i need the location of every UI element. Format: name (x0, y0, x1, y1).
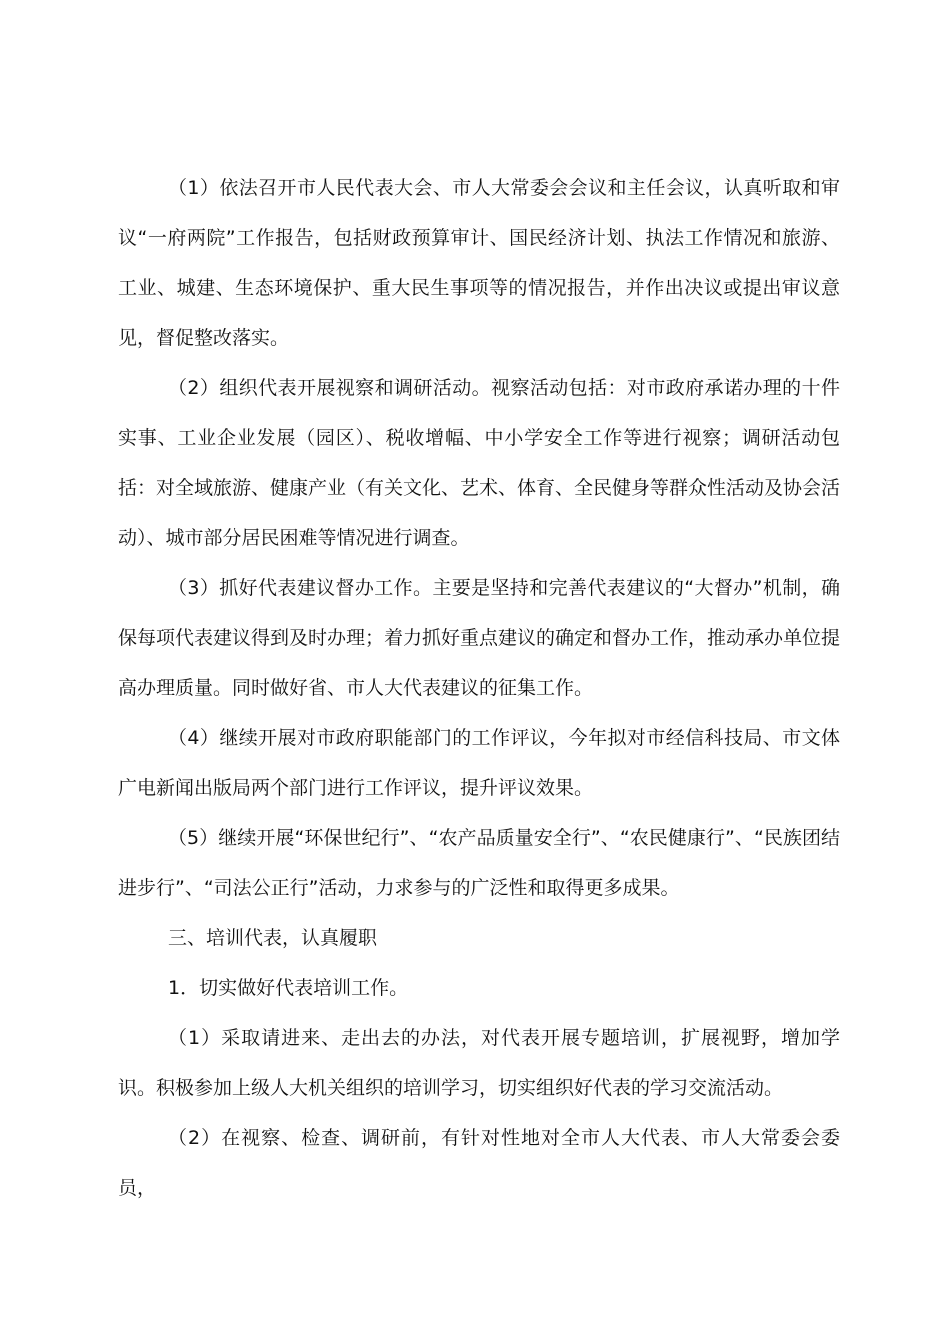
section-heading: 三、培训代表，认真履职 (168, 927, 378, 949)
paragraph-item-4: （4）继续开展对市政府职能部门的工作评议，今年拟对市经信科技局、市文体广电新闻出版局两个部门进行工作评议，提升评议效果。 (118, 727, 840, 799)
paragraph-item-7: （2）在视察、检查、调研前，有针对性地对全市人大代表、市人大常委会委员， (118, 1127, 840, 1199)
paragraph-item-3: （3）抓好代表建议督办工作。主要是坚持和完善代表建议的“大督办”机制，确保每项代表建议得到及时办理；着力抓好重点建议的确定和督办工作，推动承办单位提高办理质量。同时做好省、市人大代表建议的征集工作。 (118, 577, 841, 699)
paragraph-item-1: （1）依法召开市人民代表大会、市人大常委会会议和主任会议，认真听取和审议“一府两院”工作报告，包括财政预算审计、国民经济计划、执法工作情况和旅游、工业、城建、生态环境保护、重大民生事项等的情况报告，并作出决议或提出审议意见，督促整改落实。 (118, 177, 840, 349)
paragraph-item-6: （1）采取请进来、走出去的办法，对代表开展专题培训，扩展视野，增加学识。积极参加上级人大机关组织的培训学习，切实组织好代表的学习交流活动。 (118, 1027, 840, 1099)
document-body (118, 163, 840, 1213)
subsection-heading: 1．切实做好代表培训工作。 (168, 977, 409, 999)
paragraph-item-5: （5）继续开展“环保世纪行”、“农产品质量安全行”、“农民健康行”、“民族团结进步行”、“司法公正行”活动，力求参与的广泛性和取得更多成果。 (118, 827, 840, 899)
paragraph-item-2: （2）组织代表开展视察和调研活动。视察活动包括：对市政府承诺办理的十件实事、工业企业发展（园区）、税收增幅、中小学安全工作等进行视察；调研活动包括：对全域旅游、健康产业（有关文化、艺术、体育、全民健身等群众性活动及协会活动）、城市部分居民困难等情况进行调查。 (118, 377, 841, 549)
